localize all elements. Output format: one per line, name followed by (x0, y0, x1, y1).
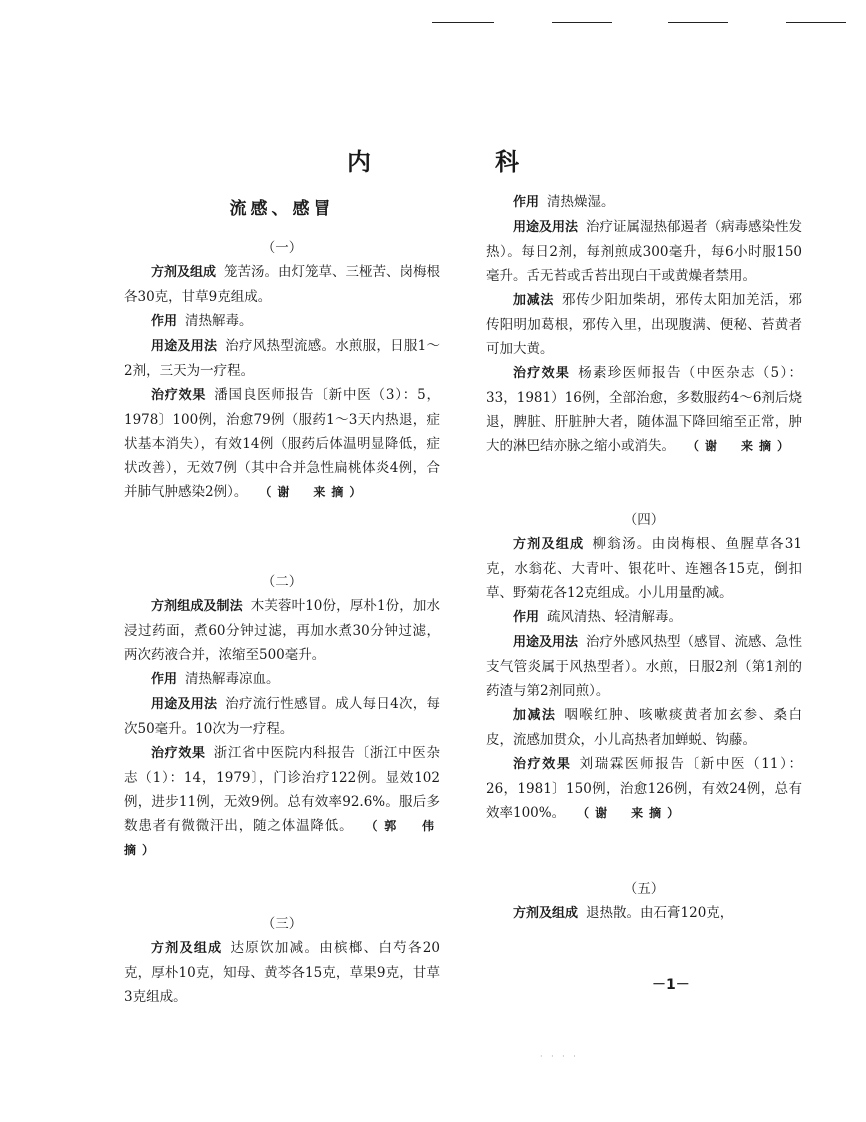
paragraph-label: 方剂及组成 (513, 537, 585, 552)
header-rule-4 (786, 22, 846, 23)
paragraph-label: 作用 (513, 610, 540, 625)
left-column (124, 196, 440, 1009)
paragraph-text: 达原饮加减。由槟榔、白芍各20克，厚朴10克，知母、黄芩各15克，草果9克，甘草3克组成。 (124, 940, 440, 1005)
paragraph-label: 方剂及组成 (513, 906, 579, 921)
paragraph (486, 752, 802, 825)
paragraph-label: 方剂及组成 (151, 265, 217, 280)
abstractor-credit: （谢 来摘） (265, 485, 368, 499)
paragraph-label: 加减法 (513, 293, 554, 308)
header-rule-3 (668, 22, 728, 23)
paragraph (486, 605, 802, 630)
page-title: 内 科 (347, 148, 569, 176)
paragraph-text: 笼苦汤。由灯笼草、三桠苦、岗梅根各30克，甘草9克组成。 (124, 264, 441, 305)
formula-number: （三） (261, 916, 303, 932)
paragraph-text: 潘国良医师报告〔新中医（3）：5，1978〕100例，治愈79例（服药1～3天内热退，症状基本消失），有效14例（服药后体温明显降低，症状改善），无效7例（其中合并急性扁桃体炎4例，合并肺气肿感染2例）。 (124, 387, 440, 500)
paragraph-text: 邪传少阳加柴胡，邪传太阳加羌活，邪传阳明加葛根，邪传入里，出现腹满、便秘、苔黄者可加大黄。 (486, 292, 802, 357)
paragraph-text: 治疗证属湿热郁遏者（病毒感染性发热）。每日2剂，每剂煎成300毫升，每6小时服150毫升。舌无苔或舌苔出现白干或黄燥者禁用。 (486, 219, 803, 284)
paragraph (124, 936, 440, 1009)
abstractor-credit: （谢 来摘） (583, 806, 686, 820)
paragraph (124, 309, 440, 334)
formula-number: （四） (623, 512, 665, 528)
paragraph-label: 用途及用法 (151, 339, 218, 354)
formula-block-5 (486, 877, 802, 926)
paragraph (124, 692, 440, 741)
paragraph-text: 刘瑞霖医师报告〔新中医（11）：26，1981〕150例，治愈126例，有效24例，总有效率100%。 (486, 756, 802, 821)
paragraph (486, 901, 802, 926)
formula-block-3-continued (486, 190, 802, 458)
paragraph-label: 用途及用法 (513, 635, 579, 650)
page-number: －1－ (652, 977, 690, 993)
paragraph (486, 215, 802, 288)
paragraph-label: 用途及用法 (513, 220, 579, 235)
paragraph (486, 288, 802, 361)
paragraph (486, 190, 802, 215)
paragraph-label: 方剂及组成 (151, 941, 223, 956)
paragraph (124, 667, 440, 692)
formula-block-2 (124, 570, 440, 862)
paragraph (124, 260, 440, 309)
paragraph-text: 木芙蓉叶10份，厚朴1份，加水浸过药面，煮60分钟过滤，再加水煮30分钟过滤，两次药液合并，浓缩至500毫升。 (124, 598, 440, 663)
paragraph-label: 加减法 (513, 708, 557, 723)
paragraph-text: 治疗外感风热型（感冒、流感、急性支气管炎属于风热型者）。水煎，日服2剂（第1剂的药渣与第2剂同煎）。 (486, 634, 803, 699)
paragraph-text: 清热解毒。 (185, 313, 253, 329)
paragraph-label: 方剂组成及制法 (151, 599, 243, 614)
formula-number: （一） (261, 240, 303, 256)
paragraph-label: 作用 (151, 314, 178, 329)
formula-number: （二） (261, 574, 303, 590)
paragraph (486, 703, 802, 752)
paragraph-label: 治疗效果 (151, 746, 206, 761)
formula-block-3 (124, 912, 440, 1009)
formula-block-1 (124, 236, 440, 504)
paragraph-text: 浙江省中医院内科报告〔浙江中医杂志（1）：14，1979〕，门诊治疗122例。显效102例，进步11例，无效9例。总有效率92.6%。服后多数患者有微微汗出，随之体温降低。 (124, 745, 440, 834)
paragraph-label: 用途及用法 (151, 697, 218, 712)
paragraph-text: 退热散。由石膏120克， (586, 905, 734, 921)
paragraph-label: 作用 (513, 195, 540, 210)
paragraph (124, 594, 440, 667)
formula-block-4 (486, 508, 802, 825)
paragraph (486, 532, 802, 605)
paragraph (486, 361, 802, 458)
paragraph-label: 治疗效果 (151, 388, 207, 403)
right-column (486, 190, 802, 926)
formula-number: （五） (623, 881, 665, 897)
paragraph-text: 疏风清热、轻清解毒。 (547, 609, 683, 625)
paragraph (486, 630, 802, 703)
paragraph-text: 清热燥湿。 (547, 194, 615, 210)
paragraph-text: 咽喉红肿、咳嗽痰黄者加玄参、桑白皮，流感加贯众，小儿高热者加蝉蜕、钩藤。 (486, 707, 802, 748)
paragraph-label: 治疗效果 (513, 757, 572, 772)
paragraph-text: 柳翁汤。由岗梅根、鱼腥草各31克，水翁花、大青叶、银花叶、连翘各15克，倒扣草、野菊花各12克组成。小儿用量酌减。 (486, 536, 802, 601)
abstractor-credit: （谢 来摘） (693, 439, 796, 453)
paragraph-text: 治疗风热型流感。水煎服，日服1～2剂，三天为一疗程。 (124, 338, 440, 379)
abstractor-credit: （郭 伟摘） (124, 819, 440, 857)
paragraph (124, 741, 440, 862)
header-rule-2 (552, 22, 612, 23)
paragraph (124, 383, 440, 504)
paragraph-label: 作用 (151, 672, 178, 687)
paragraph-text: 治疗流行性感冒。成人每日4次，每次50毫升。10次为一疗程。 (124, 696, 440, 737)
paragraph-text: 杨素珍医师报告（中医杂志（5）：33，1981）16例，全部治愈，多数服药4～6剂后烧退，脾脏、肝脏肿大者，随体温下降回缩至正常，肿大的淋巴结亦脉之缩小或消失。 (486, 365, 802, 454)
paragraph-label: 治疗效果 (513, 366, 571, 381)
header-rule-1 (432, 22, 494, 23)
scan-specks: · · · · (540, 1052, 579, 1061)
paragraph-text: 清热解毒凉血。 (185, 671, 280, 687)
paragraph (124, 334, 440, 383)
section-title: 流感、感冒 (229, 199, 335, 219)
